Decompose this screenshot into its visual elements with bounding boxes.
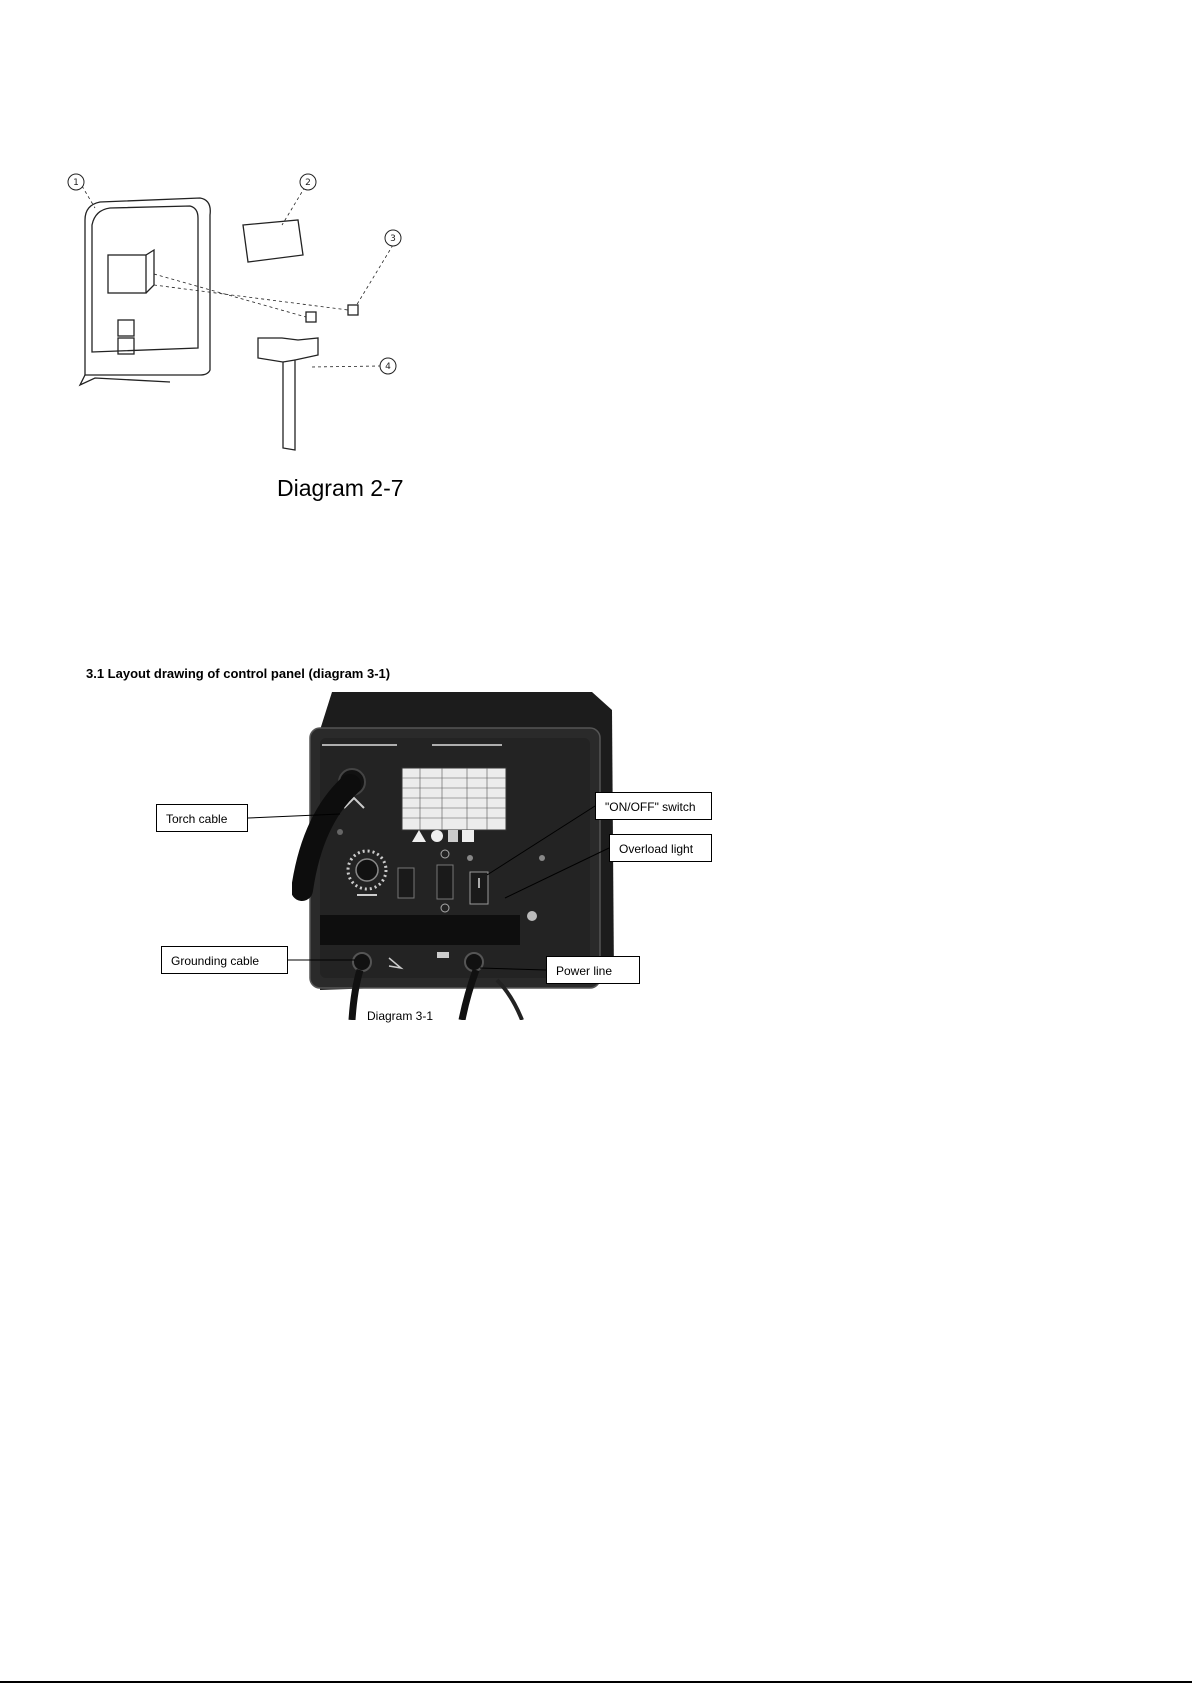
diagram-2-7-illustration — [50, 170, 430, 470]
svg-text:3: 3 — [390, 234, 396, 244]
svg-text:2: 2 — [305, 178, 311, 188]
grounding-cable-label: Grounding cable — [161, 946, 288, 974]
power-line-label: Power line — [546, 956, 640, 984]
section-heading: 3.1 Layout drawing of control panel (diagram 3-1) — [86, 666, 391, 681]
on-off-switch-label: "ON/OFF" switch — [595, 792, 712, 820]
page-bottom-border — [0, 1681, 1192, 1683]
overload-light-label: Overload light — [609, 834, 712, 862]
svg-text:4: 4 — [385, 362, 391, 372]
diagram-3-1-caption: Diagram 3-1 — [367, 1009, 434, 1023]
torch-cable-label: Torch cable — [156, 804, 248, 832]
diagram-2-7-caption: Diagram 2-7 — [277, 475, 404, 501]
svg-text:1: 1 — [73, 178, 79, 188]
